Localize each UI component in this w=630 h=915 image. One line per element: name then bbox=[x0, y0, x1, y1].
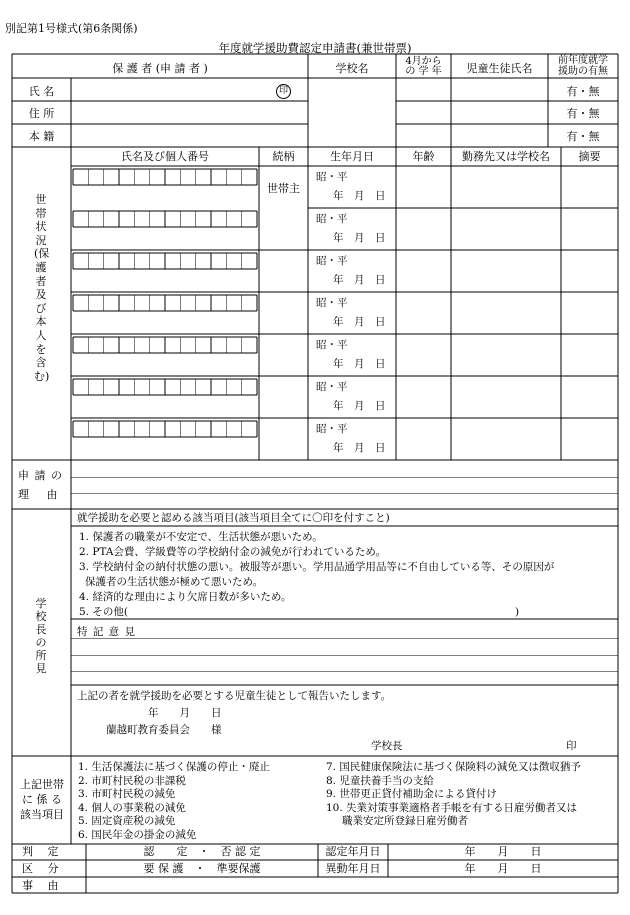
applicable-item-left: 5. 固定資産税の減免 bbox=[78, 815, 176, 828]
guardian-seal: 印 bbox=[276, 84, 291, 99]
birth-ymd: 年 月 日 bbox=[333, 190, 386, 202]
principal-item-3: 3. 学校納付金の納付状態の悪い。被服等が悪い。学用品通学用品等に不自由している等、その原因が bbox=[79, 561, 555, 573]
category-value: 要 保 護 ・ 準要保護 bbox=[143, 862, 261, 875]
report-text: 上記の者を就学援助を必要とする児童生徒として報告いたします。 bbox=[77, 690, 392, 702]
birth-ymd: 年 月 日 bbox=[333, 274, 386, 286]
reason-label-1: 申 請 の bbox=[18, 469, 63, 482]
applicable-item-left: 4. 個人の事業税の減免 bbox=[78, 801, 186, 814]
reason-label-2: 理 由 bbox=[18, 488, 59, 501]
category-label: 区 分 bbox=[22, 862, 59, 875]
applicable-item-right: 職業安定所登録日雇労働者 bbox=[342, 815, 468, 828]
school-header: 学校名 bbox=[335, 62, 369, 75]
principal-item-3-cont: 保護者の生活状態が極めて悪いため。 bbox=[85, 576, 264, 588]
prev-aid-yes-no-3: 有・無 bbox=[566, 130, 600, 143]
prev-aid-header-2: 援助の有無 bbox=[558, 66, 608, 77]
birth-ymd: 年 月 日 bbox=[333, 232, 386, 244]
change-date-label: 異動年月日 bbox=[325, 862, 381, 875]
applicable-item-right: 9. 世帯更正貸付補助金による貸付け bbox=[326, 788, 497, 801]
applicable-item-right: 8. 児童扶養手当の支給 bbox=[326, 774, 434, 787]
birth-era: 昭・平 bbox=[316, 213, 348, 225]
head-relation: 世帯主 bbox=[267, 182, 300, 195]
applicable-label-3: 該当項目 bbox=[20, 808, 64, 821]
household-side-label: 世帯状況(保護者及び本人を含む) bbox=[34, 193, 50, 383]
principal-seal: 印 bbox=[566, 740, 577, 752]
birth-era: 昭・平 bbox=[316, 339, 348, 351]
principal-item-5: 5. その他( bbox=[79, 606, 128, 618]
col-age: 年齢 bbox=[412, 150, 435, 163]
applicable-item-right: 10. 失業対策事業適格者手帳を有する日雇労働者又は bbox=[326, 801, 578, 814]
grade-header-1: 4月から bbox=[405, 56, 442, 67]
principal-item-1: 1. 保護者の職業が不安定で、生活状態が悪いため。 bbox=[79, 531, 323, 543]
cert-date-value: 年 月 日 bbox=[464, 845, 542, 858]
col-birthdate: 生年月日 bbox=[330, 150, 374, 163]
principal-item-5-close: ) bbox=[515, 606, 520, 618]
guardian-header: 保 護 者 (申 請 者 ) bbox=[112, 62, 208, 75]
prev-aid-yes-no-2: 有・無 bbox=[566, 107, 600, 120]
col-name-number: 氏名及び個人番号 bbox=[121, 150, 209, 163]
grade-header-2: の 学 年 bbox=[405, 66, 442, 77]
birth-era: 昭・平 bbox=[316, 297, 348, 309]
birth-era: 昭・平 bbox=[316, 255, 348, 267]
principal-item-4: 4. 経済的な理由により欠席日数が多いため。 bbox=[79, 591, 292, 603]
report-date: 年 月 日 bbox=[148, 707, 222, 719]
applicable-item-left: 2. 市町村民税の非課税 bbox=[78, 774, 186, 787]
principal-heading: 就学援助を必要と認める該当項目(該当項目全てに〇印を付すこと) bbox=[77, 512, 390, 524]
form-number: 別記第1号様式(第6条関係) bbox=[5, 22, 138, 35]
principal-title: 学校長 bbox=[371, 740, 403, 752]
applicable-label-1: 上記世帯 bbox=[20, 778, 64, 791]
applicable-item-left: 1. 生活保護法に基づく保護の停止・廃止 bbox=[78, 761, 270, 773]
addressee: 蘭越町教育委員会 様 bbox=[106, 724, 222, 736]
col-relation: 続柄 bbox=[272, 150, 295, 163]
form-title: 年度就学援助費認定申請書(兼世帯票) bbox=[218, 41, 412, 55]
judgement-label: 判 定 bbox=[22, 845, 59, 858]
applicable-label-2: に 係 る bbox=[22, 793, 62, 806]
judgement-value: 認 定 ・ 否 認 定 bbox=[143, 845, 261, 858]
domicile-label: 本 籍 bbox=[28, 130, 55, 143]
reason-row-label: 事 由 bbox=[22, 879, 59, 892]
applicable-item-left: 6. 国民年金の掛金の減免 bbox=[78, 829, 197, 841]
birth-ymd: 年 月 日 bbox=[333, 400, 386, 412]
prev-aid-yes-no-1: 有・無 bbox=[566, 85, 600, 98]
birth-era: 昭・平 bbox=[316, 171, 348, 183]
birth-ymd: 年 月 日 bbox=[333, 358, 386, 370]
birth-era: 昭・平 bbox=[316, 423, 348, 435]
col-remarks: 摘要 bbox=[578, 150, 601, 163]
principal-side-label: 学校長の所見 bbox=[35, 597, 47, 675]
prev-aid-header-1: 前年度就学 bbox=[558, 55, 608, 66]
change-date-value: 年 月 日 bbox=[464, 862, 542, 875]
opinion-label: 特 記 意 見 bbox=[77, 626, 137, 638]
student-name-header: 児童生徒氏名 bbox=[466, 62, 533, 75]
address-label: 住 所 bbox=[28, 107, 55, 120]
birth-ymd: 年 月 日 bbox=[333, 316, 386, 328]
cert-date-label: 認定年月日 bbox=[325, 845, 381, 858]
name-label: 氏 名 bbox=[28, 85, 55, 98]
principal-item-2: 2. PTA会費、学級費等の学校納付金の減免が行われているため。 bbox=[79, 546, 387, 558]
applicable-item-left: 3. 市町村民税の減免 bbox=[78, 788, 176, 801]
col-workplace: 勤務先又は学校名 bbox=[462, 150, 550, 163]
birth-ymd: 年 月 日 bbox=[333, 442, 386, 454]
applicable-item-right: 7. 国民健康保険法に基づく保険料の減免又は徴収猶予 bbox=[326, 761, 581, 773]
birth-era: 昭・平 bbox=[316, 381, 348, 393]
